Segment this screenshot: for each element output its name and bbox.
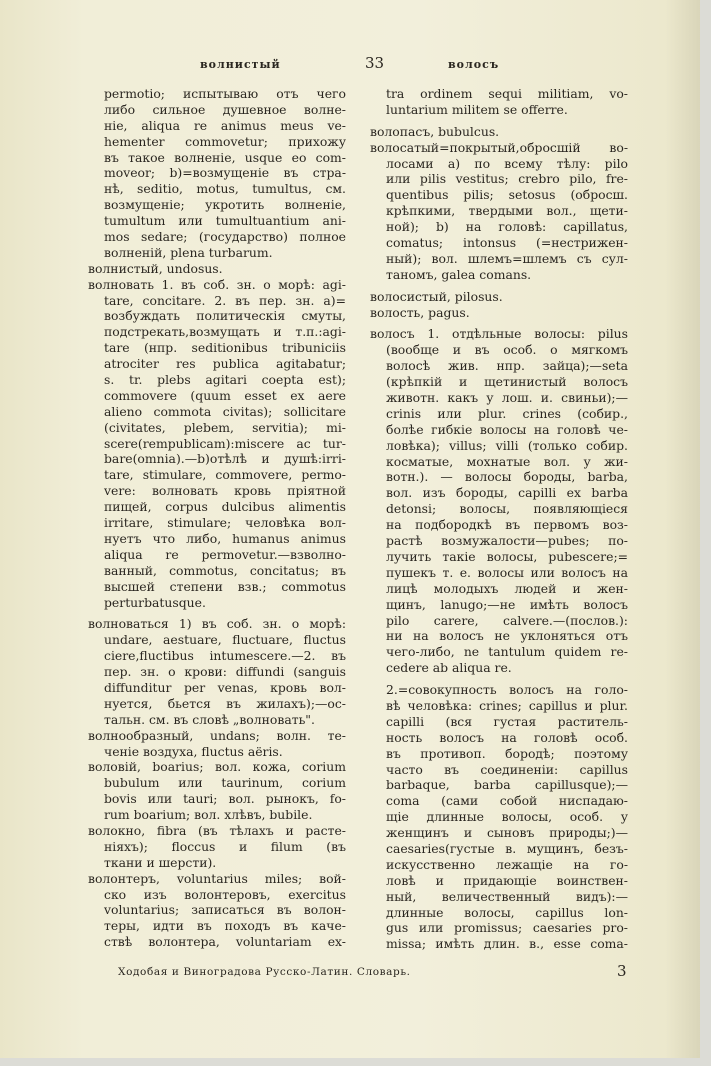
text-line: coma (сами собой ниспадаю- [386, 793, 628, 809]
entry-headline: волнообразный, undans; волн. те- [88, 727, 346, 743]
text-line: caesaries(густые в. мущинъ, безъ- [386, 840, 628, 856]
text-line: нуетъ что либо, humanus animus [104, 530, 346, 546]
running-head-right: волосъ [448, 58, 500, 71]
text-line: gus или promissus; caesaries pro- [386, 920, 628, 936]
text-line: voluntarius; записаться въ волон- [104, 902, 346, 918]
text-line: commovere (quum esset ex aere [104, 387, 346, 403]
text-line: missa; имѣть длин. в., esse coma- [386, 936, 628, 952]
text-line: ловѣка); villus; villi (только собир. [386, 437, 628, 453]
entry-headline: волонтеръ, voluntarius miles; вой- [88, 870, 346, 886]
text-line: comatus; intonsus (=нестрижен- [386, 235, 628, 251]
text-line: ciere,fluctibus intumescere.—2. въ [104, 648, 346, 664]
text-line: perturbatusque. [104, 594, 206, 610]
text-line: tare, concitare. 2. въ пер. зн. a)= [104, 292, 346, 308]
text-line: высшей степени взв.; commotus [104, 578, 346, 594]
text-line: лучить такіе волосы, pubescere;= [386, 548, 628, 564]
text-line: (крѣпкій и щетинистый волосъ [386, 374, 628, 390]
text-line: pilo carere, calvere.—(послов.): [386, 612, 628, 628]
text-line: вол. изъ бороды, capilli ex barba [386, 485, 628, 501]
text-line: ни на волосъ не уклоняться отъ [386, 628, 628, 644]
text-line: лосами a) по всему тѣлу: pilo [386, 155, 628, 171]
signature-mark: 3 [617, 962, 627, 980]
text-line: растѣ возмужалости—pubes; по- [386, 533, 628, 549]
text-line: на подбородкѣ въ первомъ воз- [386, 517, 628, 533]
text-line: moveor; b)=возмущеніе въ стра- [104, 165, 346, 181]
text-line: подстрекать,возмущать и т.п.:agi- [104, 324, 346, 340]
text-line: болѣе гибкіе волосы на головѣ че- [386, 421, 628, 437]
entry-headline: волокно, fibra (въ тѣлахъ и расте- [88, 822, 346, 838]
text-line: bubulum или taurinum, corium [104, 775, 346, 791]
text-line: detonsi; волосы, появляющіеся [386, 501, 628, 517]
text-line: tumultum или tumultuantium ani- [104, 213, 346, 229]
text-line: искусственно лежащіе на го- [386, 856, 628, 872]
text-line: alieno commota civitas); sollicitare [104, 403, 346, 419]
text-line: животн. какъ у лош. и. свиньи);— [386, 390, 628, 406]
text-line: vere: волновать кровь пріятной [104, 483, 346, 499]
text-line: bare(omnia).—b)отѣлѣ и душѣ:irri- [104, 451, 346, 467]
text-line: ніяхъ); floccus и filum (въ [104, 838, 346, 854]
text-line: часто въ соединеніи: capillus [386, 761, 628, 777]
text-line: щіе длинные волосы, особ. у [386, 809, 628, 825]
text-line: женщинъ и сыновъ природы;)— [386, 825, 628, 841]
text-line: въ такое волненіе, usque eo com- [104, 149, 346, 165]
text-line: ніе, aliqua re animus meus ve- [104, 117, 346, 133]
text-line: таномъ, galea comans. [386, 266, 532, 282]
entry-headline: волосистый, pilosus. [370, 288, 503, 304]
text-line: тальн. см. въ словѣ „волновать". [104, 711, 315, 727]
text-line: crinis или plur. crines (собир., [386, 405, 628, 421]
text-line: s. tr. plebs agitari coepta est); [104, 372, 346, 388]
text-line: mos sedare; (государство) полное [104, 229, 346, 245]
text-line: ткани и шерсти). [104, 854, 217, 870]
text-line: вотн.). — волосы бороды, barba, [386, 469, 628, 485]
text-line: пер. зн. о крови: diffundi (sanguis [104, 664, 346, 680]
entry-headline: волноваться 1) въ соб. зн. о морѣ: [88, 616, 346, 632]
text-line: (вообще и въ особ. о мягкомъ [386, 342, 628, 358]
entry-headline: волосатый=покрытый,обросшій во- [370, 139, 628, 155]
text-line: ный, величественный видъ):— [386, 888, 628, 904]
entry-headline: волосъ 1. отдѣльные волосы: pilus [370, 326, 628, 342]
text-line: косматые, мохнатые вол. у жи- [386, 453, 628, 469]
text-line: лицѣ молодыхъ людей и жен- [386, 580, 628, 596]
text-line: теры, идти въ походъ въ каче- [104, 918, 346, 934]
text-line: длинные волосы, capillus lon- [386, 904, 628, 920]
entry-headline: волопасъ, bubulcus. [370, 123, 500, 139]
text-line: ско изъ волонтеровъ, exercitus [104, 886, 346, 902]
text-line: нуется, бьется въ жилахъ);—ос- [104, 695, 346, 711]
text-line: ность волосъ на головѣ особ. [386, 729, 628, 745]
text-line: возмущеніе; укротить волненіе, [104, 197, 346, 213]
text-line: ловѣ и придающіе воинствен- [386, 872, 628, 888]
text-line: scere(rempublicam):miscere ac tur- [104, 435, 346, 451]
entry-headline: волновать 1. въ соб. зн. о морѣ: agi- [88, 276, 346, 292]
text-line: capilli (вся густая раститель- [386, 713, 628, 729]
text-line: въ противоп. бородѣ; поэтому [386, 745, 628, 761]
text-line: щинъ, lanugo;—не имѣть волосъ [386, 596, 628, 612]
text-line: ствѣ волонтера, voluntariam ex- [104, 934, 346, 950]
right-column [370, 86, 628, 952]
footer-title: Ходобая и Виноградова Русско-Латин. Словарь. [118, 966, 411, 978]
text-line: diffunditur per venas, кровь вол- [104, 679, 346, 695]
text-line: cedere ab aliqua re. [386, 660, 512, 676]
running-head-left: волнистый [200, 58, 281, 71]
text-line: permotio; испытываю отъ чего [104, 86, 346, 101]
entry-headline: волнистый, undosus. [88, 260, 223, 276]
text-line: вѣ человѣка: crines; capillus и plur. [386, 697, 628, 713]
text-line: quentibus pilis; setosus (оброcш. [386, 187, 628, 203]
text-line: hementer commovetur; прихожу [104, 133, 346, 149]
text-line: rum boarium; вол. хлѣвъ, bubile. [104, 807, 313, 823]
text-line: либо сильное душевное волне- [104, 101, 346, 117]
text-line: (civitates, plebem, servitia); mi- [104, 419, 346, 435]
text-line: tare, stimulare, commovere, permo- [104, 467, 346, 483]
text-line: ный); вол. шлемъ=шлемъ съ сул- [386, 250, 628, 266]
text-line: 2.=совокупность волосъ на голо- [386, 682, 628, 698]
text-line: atrociter res publica agitabatur; [104, 356, 346, 372]
text-line: или pilis vestitus; crebro pilo, fre- [386, 171, 628, 187]
text-line: tare (нпр. seditionibus tribuniciis [104, 340, 346, 356]
text-line: возбуждать политическія смуты, [104, 308, 346, 324]
text-line: крѣпкими, твердыми вол., щети- [386, 203, 628, 219]
text-line: undare, aestuare, fluctuare, fluctus [104, 632, 346, 648]
text-line: barbaque, barba capillusque);— [386, 777, 628, 793]
text-line: ченіе воздуха, fluctus aëris. [104, 743, 283, 759]
text-line: пушекъ т. е. волосы или волосъ на [386, 564, 628, 580]
text-line: нѣ, seditio, motus, tumultus, см. [104, 181, 346, 197]
left-column [88, 86, 346, 950]
entry-headline: волость, pagus. [370, 304, 470, 320]
entry-headline: воловій, boarius; вол. кожа, corium [88, 759, 346, 775]
text-line: ной); b) на головѣ: capillatus, [386, 219, 628, 235]
text-line: bovis или tauri; вол. рынокъ, fo- [104, 791, 346, 807]
text-line: чего-либо, ne tantulum quidem re- [386, 644, 628, 660]
text-line: пищей, corpus dulcibus alimentis [104, 499, 346, 515]
text-line: irritare, stimulare; человѣка вол- [104, 515, 346, 531]
text-line: luntarium militem se offerre. [386, 101, 568, 117]
text-line: волосѣ жив. нпр. зайца);—seta [386, 358, 628, 374]
text-line: aliqua re permovetur.—взволно- [104, 546, 346, 562]
text-line: ванный, commotus, concitatus; въ [104, 562, 346, 578]
page-number: 33 [365, 54, 385, 72]
text-line: волненій, plena turbarum. [104, 244, 273, 260]
text-line: tra ordinem sequi militiam, vo- [386, 86, 628, 101]
